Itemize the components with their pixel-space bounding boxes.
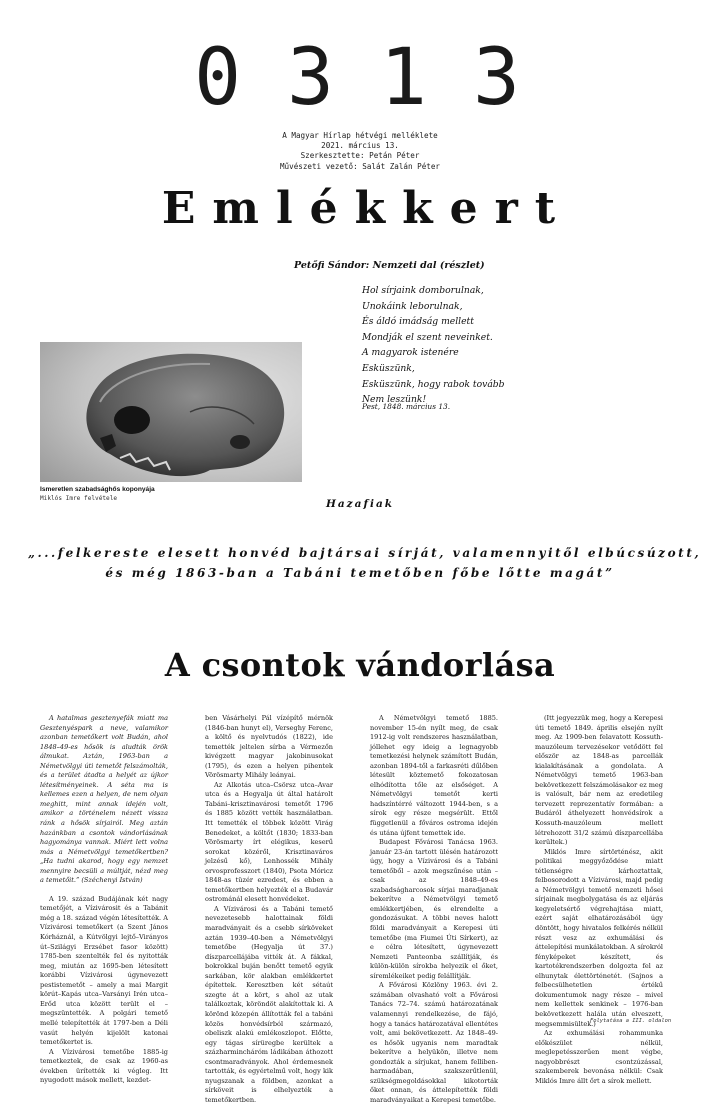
poem-heading: Petőfi Sándor: Nemzeti dal (részlet) <box>294 260 485 271</box>
credit-line: 2021. március 13. <box>321 141 399 151</box>
photo-caption: Ismeretlen szabadsághős koponyája <box>40 486 155 493</box>
poem-line: Unokáink leborulnak, <box>362 300 463 312</box>
article-paragraph: Az Alkotás utca–Csörsz utca–Avar utca és a Hegyalja út által határolt Tabáni–krisztinavárosi temetőt 1796 és 1885 között vették használatban. Itt temették el többek között Virág Benedeket, a költőt (1830; 1833-ban Vörösmarty írt elégikus, keserű sorokat közéről, Krisztinaváros jelzésű kő), Lenhossék Mihály orvosprofesszort (1840), Psota Móricz 1848-as tüzér ezredest, és ebben a temetőkertben helyezték el a Budavár ostrománál elesett honvédeket. <box>205 780 333 904</box>
skull-photo <box>40 342 302 482</box>
article-paragraph: A Fővárosi Közlöny 1963. évi 2. számában olvasható volt a Fővárosi Tanács 72–74. számú határozatának valamennyi rendelkezése, de fájó, hogy a tanács határozatával ellentétes volt, ami bekövetkezett. Az 1848–49-es hősök ugyanis nem maradtak bekerítve a helyükön, illetve nem gondozták a sírjukat, hanem felliben-harmadában, szakszerűtlenül, szükségmegoldásokkal kikotorták őket onnan, és áttelepítették földi maradványaikat a Kerepesi temetőbe. <box>370 981 498 1104</box>
poem-lines <box>362 283 505 408</box>
credit-line: Szerkesztette: Petán Péter <box>300 151 420 161</box>
pull-quote <box>28 543 702 583</box>
article-paragraph: Miklós Imre sírtörténész, akit politikai meggyőződése miatt tétlenségre kárhoztattak, felbosorodott a Vízivárosi, majd pedig a Németvölgyi temető nemzeti hősei sírjainak megbolygatása és az eljárás kegyeletsértő végrehajtása miatt, ezért saját elhatározásából úgy döntött, hogy hivatalos felkérés nélkül részt vesz az exhumálási és áttelepítési munkálatokban. A sírokról fényképeket készített, és kartotékrendszerben dolgozta fel az elhunytak élettörténetét. (Sajnos a felbecsülhetetlen értékű dokumentumok nagy része – mivel nem kellettek senkinek – 1976-ban bekövetkezett halála után elveszett, megsemmisültek.) <box>535 847 663 1028</box>
article-paragraph: A Vízivárosi és a Tabáni temető nevezetesebb halottainak földi maradványait és a csebb sírköveket aztán 1939–40-ben a Németvölgyi temetőbe (Hegyalja út 37.) díszparcellájába vitték át. A fákkal, bokrokkal buján benőtt temető egyik sarkában, kör alakban emlékkertet építettek. Keresztben két sétaút szegte át a kört, s ahol az utak találkoztak, köröndöt alakítottak ki. A körönd közepén állították fel a tabáni közös honvédsírból származó, obeliszk alakú emlékoszlopot. Előtte, egy tágas sírüregbe kerültek a százharmincháróm ládikában áthozott csontmaradványok. Ahol érdemesnek tartották, és egyértelmű volt, hogy kik nyugszanak a földben, azonkat a sírköveit is elhelyezték a temetőkertben. <box>205 904 333 1104</box>
article-paragraph: A Vízivárosi temetőbe 1885-ig temetkeztek, de csak az 1960-as években ürítették ki végleg. Itt nyugodott mások mellett, kezdet- <box>40 1047 168 1085</box>
article-paragraph: ben Vásárhelyi Pál vízépítő mérnök (1846-ban hunyt el), Verseghy Ferenc, a költő és nyelvtudós (1822), ide temették jeltelen sírba a Vérmezőn kivégzett magyar jakobinusokat (1795), és ezen a helyen pihentek Vörösmarty Mihály leányai. <box>205 714 333 780</box>
photo-credit: Miklós Imre felvétele <box>40 495 118 502</box>
article-paragraph: (Itt jegyezzük meg, hogy a Kerepesi úti temető 1849. április elsején nyílt meg. Az 1909-ben felavatott Kossuth-mauzóleum tervezésekor vetődött fel először az 1848-as parcellák kialakításának a gondolata. A Németvölgyi temető 1963-ban bekövetkezett felszámolásakor ez meg is valósult, bár nem az eredetileg tervezett reprezentatív formában: a Budáról áthelyezett honvédsírok a Kossuth-mauzóleum mellett létrehozott 31/2 számú díszparcellába kerültek.) <box>535 714 663 847</box>
article-column-1 <box>40 714 168 1086</box>
credit-line: Művészeti vezető: Salát Zalán Péter <box>279 161 440 171</box>
supplement-title: Emlékkert <box>161 183 573 234</box>
quote-line: „...felkereste elesett honvéd bajtársai sírját, valamennyitől elbúcsúzott, <box>28 546 702 560</box>
poem-line: Nem leszünk! <box>362 394 427 406</box>
skull-image <box>40 342 302 482</box>
poem-line: Esküszünk, hogy rabok tovább <box>362 378 505 390</box>
article-column-4 <box>535 714 663 1086</box>
poem-line: Mondják el szent neveinket. <box>362 331 493 343</box>
credit-line: A Magyar Hírlap hétvégi melléklete <box>282 131 438 140</box>
quote-line: és még 1863-ban a Tabáni temetőben főbe lőtte magát” <box>105 566 615 580</box>
poem-line: És áldó imádság mellett <box>362 316 474 328</box>
article-paragraph: A 19. század Budájának két nagy temetőjét, a Vízivárosit és a Tabánit még a 18. század végén létesítették. A Vízivárosi temetőkert (a Szent János Kórháznál, a Kútvölgyi lejtő–Virányos út–Szilágyi Erzsébet fasor között) 1785-ben szentelték fel és nyitották meg, miután az 1695-ben létesített korábbi Vízivárosi úgynevezett pestistemetőt – amely a mai Margit körút–Kapás utca–Varsányi Irén utca–Erőd utca között terült el – megszüntették. A polgári temető mellé telepítették át 1797-ben a Déli vasút helyén kijelölt katonai temetőkertet is. <box>40 894 168 1047</box>
poem-line: Esküszünk, <box>362 362 415 374</box>
article-lead: A hatalmas gesztenyefák miatt ma Gesztenyéspark a neve, valamikor azonban temetőkert volt Budán, ahol 1848–49-es hősök is aludták örök álmukat. Aztán, 1963-ban a Németvölgyi úti temetőt felszámolták, és a terület átadta a helyét az újkor létesítményeinek. A séta ma is kellemes ezen a helyen, de nem olyan meghitt, mint annak idején volt, amikor a történelem nézett vissza ránk a hősök sírjairól. Meg aztán hazánkban a csontok vándorlásának hagyománya vannak. Miért lett volna más a Németvölgyi temetőkertben? „Ha tudni akarod, hogy egy nemzet mennyire becsüli a múltját, nézd meg a temetőit.” (Széchenyi István) <box>40 714 168 885</box>
article-headline: A csontok vándorlása <box>164 646 556 684</box>
poem-line: Hol sírjaink domborulnak, <box>362 285 484 296</box>
section-label: Hazafiak <box>325 498 395 510</box>
article-paragraph: Budapest Fővárosi Tanácsa 1963. január 23-án tartott ülésén határozott úgy, hogy a Vízivárosi és a Tabáni temetőből – azok megszűnése után – csak az 1848–49-es szabadságharcosok sírjai maradjanak bekerítve a Németvölgyi temető emlékkertjében, és elrendelte a gondozásukat. A többi neves halott földi maradványait a Kerepesi úti temetőbe (ma Fiumei Úti Sírkert), az e célra létesített, úgynevezett Nemzeti Panteonba szállítják, és külön-külön sírokba helyezik el őket, síremlékeiket pedig felállítják. <box>370 838 498 980</box>
continuation-note: Folytatása a III. oldalon <box>590 1018 672 1024</box>
article-paragraph: A Németvölgyi temető 1885. november 15-én nyílt meg, de csak 1912-ig volt rendszeres használatban, jóllehet egy ideig a legnagyobb temetkezési helynek számított Budán, azonban 1894-től a farkasréti dűlőben létesült köztemető fokozatosan elhódította tőle az elsőséget. A Németvölgyi temetőt kerti hadszíntérré változott 1944-ben, s a sírok egy része megsérült. Ettől függetlenül a főváros ostroma idején és utána újfent temettek ide. <box>370 714 498 837</box>
issue-number: 0313 <box>194 33 566 123</box>
article-column-2 <box>205 714 333 1105</box>
article-column-3 <box>370 714 498 1105</box>
poem-line: A magyarok istenére <box>362 347 459 359</box>
article-paragraph: Az exhumálási rohammunka előkészület nélkül, meglepetésszerűen ment végbe, nagyobbrészt csontzúzással, szakemberek bevonása nélkül: Csak Miklós Imre állt őrt a sírok mellett. <box>535 1029 663 1085</box>
poem-date: Pest, 1848. március 13. <box>362 402 451 411</box>
credits-block <box>0 131 720 172</box>
